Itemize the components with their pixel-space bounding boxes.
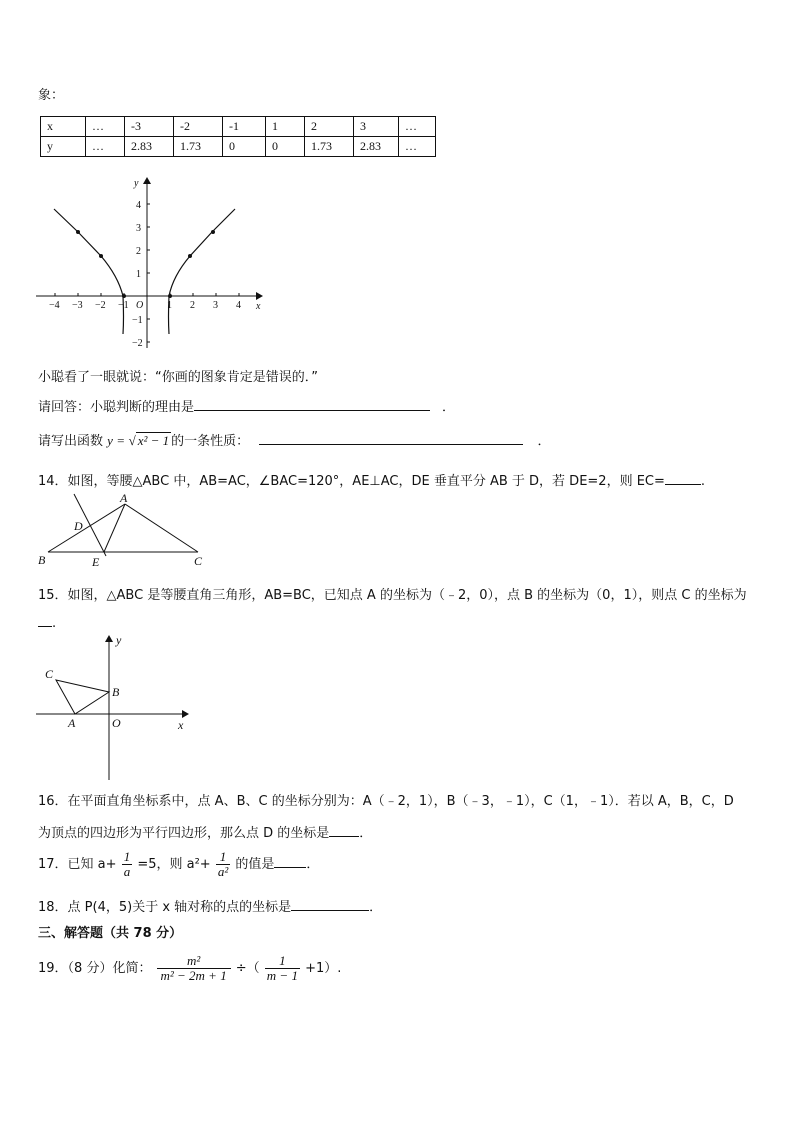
table-cell: … — [86, 137, 125, 157]
values-table — [40, 116, 436, 157]
x-tick-label: 1 — [167, 300, 172, 311]
question-14 — [38, 470, 705, 489]
question-16-text: 为顶点的四边形为平行四边形，那么点 D 的坐标是 — [38, 826, 330, 841]
fraction — [157, 954, 231, 983]
x-axis-label: x — [256, 301, 261, 312]
intro-fragment: 象： — [38, 88, 65, 103]
point-b-label: B — [112, 685, 120, 699]
left-curve — [54, 209, 124, 334]
answer-blank[interactable] — [259, 432, 523, 445]
data-point — [188, 254, 192, 258]
table-cell: -1 — [223, 117, 266, 137]
table-cell: 0 — [266, 137, 305, 157]
answer-blank[interactable] — [194, 398, 430, 411]
table-row — [41, 117, 436, 137]
x-axis-label: x — [178, 718, 184, 732]
segment-ac — [125, 504, 198, 552]
table-cell: … — [86, 117, 125, 137]
property-question — [38, 430, 550, 449]
question-15-line2 — [38, 614, 56, 631]
reason-question-text: 请回答：小聪判断的理由是 — [38, 400, 195, 415]
data-point — [122, 294, 126, 298]
func-eq: = — [117, 433, 125, 448]
table-cell: … — [399, 137, 436, 157]
figure-14 — [34, 490, 214, 570]
table-cell: 0 — [223, 137, 266, 157]
section-heading: 三、解答题（共 78 分） — [38, 926, 183, 941]
table-cell: -2 — [174, 117, 223, 137]
answer-blank[interactable] — [291, 898, 369, 911]
answer-blank[interactable] — [665, 472, 701, 485]
y-tick-label: 3 — [136, 223, 141, 234]
question-14-end: . — [700, 474, 706, 489]
table-cell: 2.83 — [125, 137, 174, 157]
y-tick-label: −2 — [132, 338, 143, 349]
table-cell: 1.73 — [174, 137, 223, 157]
point-c-label: C — [45, 667, 54, 681]
question-19-pre: 19．（8 分）化简： — [38, 961, 152, 976]
point-d-label: D — [74, 519, 83, 533]
question-19-post: +1）. — [305, 961, 342, 976]
question-17-post: 的值是 — [235, 857, 275, 872]
remark-text: 小聪看了一眼就说：“你画的图象肯定是错误的．” — [38, 370, 318, 385]
y-tick-label: 2 — [136, 246, 141, 257]
table-cell: -3 — [125, 117, 174, 137]
question-18-text: 18．点 P(4，5)关于 x 轴对称的点的坐标是 — [38, 900, 292, 915]
data-point — [76, 230, 80, 234]
question-16-line1: 16．在平面直角坐标系中，点 A、B、C 的坐标分别为：A（﹣2，1），B（﹣3，﹣1），C（1，﹣1）．若以 A，B，C，D — [38, 794, 734, 809]
question-17-end: ． — [306, 857, 320, 872]
question-17-mid: =5，则 a²+ — [137, 857, 211, 872]
denominator: m − 1 — [266, 968, 298, 983]
question-15-end: . — [52, 616, 57, 631]
reason-question — [38, 396, 455, 415]
fraction — [216, 850, 230, 879]
x-tick-label: 2 — [190, 300, 195, 311]
x-tick-label: −4 — [49, 300, 60, 311]
point-a-label: A — [68, 716, 76, 730]
denominator: m² − 2m + 1 — [160, 968, 227, 983]
data-point — [211, 230, 215, 234]
table-cell: … — [399, 117, 436, 137]
y-axis-label: y — [134, 178, 139, 189]
fraction — [122, 850, 133, 879]
point-a-label: A — [120, 491, 128, 505]
table-row — [41, 137, 436, 157]
segment-ab — [48, 504, 125, 552]
x-tick-label: −3 — [72, 300, 83, 311]
table-cell: 2 — [305, 117, 354, 137]
table-cell: 1.73 — [305, 137, 354, 157]
sqrt-sign: √ — [128, 433, 136, 448]
question-19 — [38, 954, 341, 983]
y-tick-label: 1 — [136, 269, 141, 280]
question-17-pre: 17．已知 a+ — [38, 857, 117, 872]
answer-blank[interactable] — [329, 824, 359, 837]
property-pre: 请写出函数 — [38, 434, 104, 449]
denominator: a — [123, 864, 131, 879]
x-tick-label: 3 — [213, 300, 218, 311]
table-cell: 2.83 — [354, 137, 399, 157]
property-post: 的一条性质： — [171, 434, 250, 449]
data-point — [99, 254, 103, 258]
func-y: y — [107, 433, 113, 448]
radicand: x² − 1 — [137, 433, 170, 448]
triangle-abc — [56, 680, 109, 714]
x-tick-label: −1 — [118, 300, 129, 311]
fraction — [265, 954, 300, 983]
origin-label: O — [112, 716, 121, 730]
numerator: 1 — [265, 954, 300, 969]
question-18-end: ． — [369, 900, 383, 915]
question-16-end: ． — [359, 826, 373, 841]
x-tick-label: 4 — [236, 300, 241, 311]
data-point — [168, 294, 172, 298]
reason-end: ． — [442, 400, 456, 415]
numerator: 1 — [123, 849, 131, 864]
point-b-label: B — [38, 553, 46, 567]
segment-ae — [104, 504, 125, 552]
y-tick-label: 4 — [136, 200, 141, 211]
numerator: 1 — [216, 850, 230, 865]
function-graph — [30, 172, 270, 352]
denominator: a² — [217, 864, 229, 879]
numerator: m² — [157, 954, 231, 969]
property-end: ． — [537, 434, 551, 449]
table-cell: y — [41, 137, 86, 157]
origin-label: O — [136, 300, 144, 311]
question-18 — [38, 896, 382, 915]
question-14-text: 14．如图，等腰△ABC 中，AB=AC，∠BAC=120°，AE⊥AC，DE 垂直平分 AB 于 D，若 DE=2，则 EC= — [38, 474, 665, 489]
y-tick-label: −1 — [132, 315, 143, 326]
point-e-label: E — [92, 555, 100, 569]
right-curve — [169, 209, 236, 334]
point-c-label: C — [194, 554, 203, 568]
question-16-line2 — [38, 822, 372, 841]
question-19-div: ÷（ — [235, 961, 260, 976]
table-cell: 3 — [354, 117, 399, 137]
y-axis-label: y — [116, 633, 122, 647]
answer-blank[interactable] — [38, 614, 52, 627]
x-tick-label: −2 — [95, 300, 106, 311]
answer-blank[interactable] — [274, 855, 306, 868]
table-cell: 1 — [266, 117, 305, 137]
figure-15 — [34, 632, 194, 782]
table-cell: x — [41, 117, 86, 137]
question-17 — [38, 850, 319, 879]
question-15-line1: 15．如图，△ABC 是等腰直角三角形，AB=BC，已知点 A 的坐标为（﹣2，0），点 B 的坐标为（0，1），则点 C 的坐标为 — [38, 588, 747, 603]
